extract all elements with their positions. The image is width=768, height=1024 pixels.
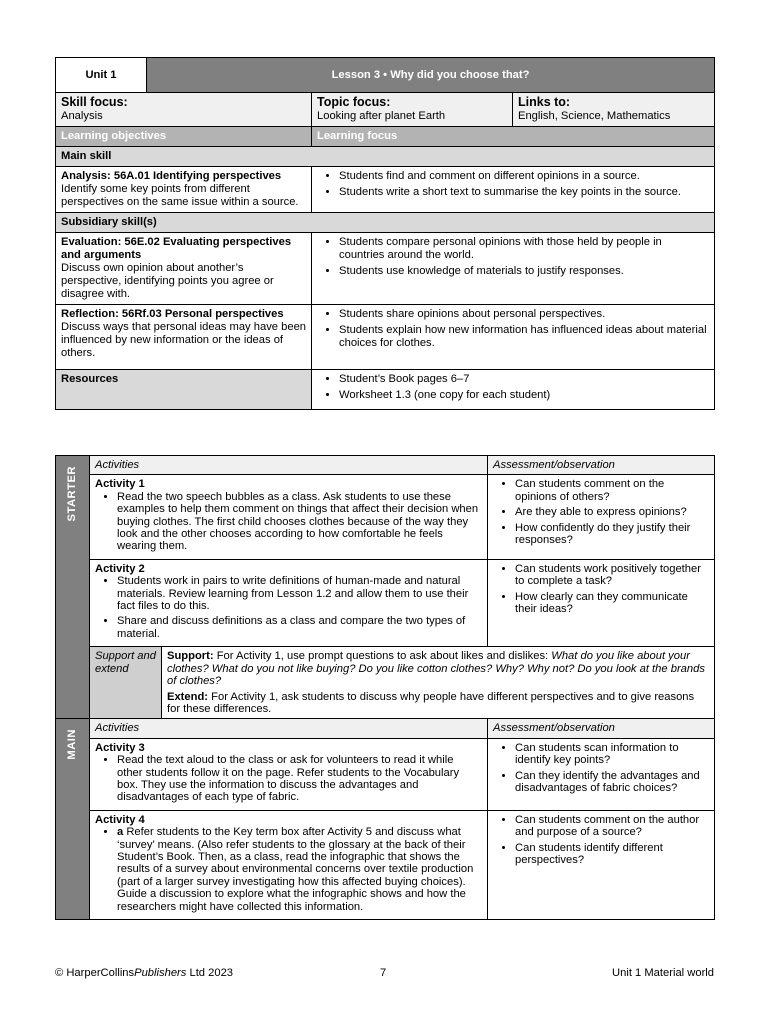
evaluation-focus [312,233,715,305]
main-skill-title: Analysis: 56A.01 Identifying perspectives [61,170,282,182]
main-activities-header: Activities [90,719,488,738]
activity-1-title: Activity 1 [95,478,145,491]
footer-copyright: © HarperCollinsPublishers Ltd 2023 [55,967,234,979]
page-number: 7 [380,967,387,979]
activity-3-assessment [488,738,715,810]
activity-3 [90,738,488,810]
activity-1-assessment [488,475,715,559]
topic-focus-cell [312,93,513,127]
learning-focus-header: Learning focus [312,127,715,147]
main-side-label: MAIN [56,719,90,920]
list-item: • How confidently do they justify their responses? [515,522,709,547]
reflection-objective [56,305,312,370]
extend-text: For Activity 1, ask students to discuss why people have different perspectives and to give reasons for these differences. [167,690,695,715]
activity-4-title: Activity 4 [95,813,145,826]
list-item: • Students write a short text to summarise the key points in the source. [339,186,709,199]
resources-header: Resources [56,370,312,410]
list-item: • Students explain how new information has influenced ideas about material choices for clothes. [339,324,709,350]
activity-4 [90,810,488,919]
main-skill-desc: Identify some key points from different perspectives on the same issue within a source. [61,183,299,208]
skill-focus-cell [56,93,312,127]
evaluation-objective [56,233,312,305]
list-item: • Students work in pairs to write definitions of human-made and natural materials. Review learning from Lesson 1.2 and allow them to use their fact files to do this. [117,575,482,612]
extend-label: Extend: [167,690,209,703]
list-item: • Are they able to express opinions? [515,506,709,518]
list-item: • Read the two speech bubbles as a class. Ask students to use these examples to help them comment on things that affect their decision when buying clothes. The first child chooses clothes because of the way they look and the other chooses according to how comfortable he feels wearing them. [117,491,482,553]
list-item: • Can students comment on the author and purpose of a source? [515,814,709,839]
footer-unit-title: Unit 1 Material world [612,967,714,979]
list-item: • Can students scan information to identify key points? [515,742,709,767]
support-questions: What do you like about your clothes? What do you not like buying? Do you like cotton clothes? Why? Why not? Do you look at the brands of clothes? [167,650,705,688]
lesson-title: Lesson 3 • Why did you choose that? [147,58,715,93]
topic-focus-label: Topic focus: [317,95,391,109]
links-value: English, Science, Mathematics [518,110,671,122]
topic-focus-value: Looking after planet Earth [317,110,446,122]
list-item [117,826,482,913]
unit-label: Unit 1 [56,58,147,93]
list-item: • Students share opinions about personal perspectives. [339,308,709,321]
evaluation-title: Evaluation: 56E.02 Evaluating perspectives and arguments [61,236,292,261]
main-skill-focus [312,167,715,213]
starter-assessment-header: Assessment/observation [488,456,715,475]
support-text: For Activity 1, use prompt questions to ask about likes and dislikes: [216,650,549,663]
links-label: Links to: [518,95,571,109]
main-skill-header: Main skill [56,147,715,167]
starter-activities-header: Activities [90,456,488,475]
list-item: • Students find and comment on different opinions in a source. [339,170,709,183]
support-extend-content [162,647,715,719]
list-item: • Can they identify the advantages and disadvantages of fabric choices? [515,770,709,795]
reflection-focus [312,305,715,370]
list-item: • Can students work positively together to complete a task? [515,563,709,588]
activity-4-letter: a [117,826,124,839]
links-cell [513,93,715,127]
reflection-title: Reflection: 56Rf.03 Personal perspectives [61,308,284,320]
list-item: • Students compare personal opinions with those held by people in countries around the world. [339,236,709,262]
list-item: • Can students comment on the opinions of others? [515,478,709,503]
list-item: • Can students identify different perspectives? [515,842,709,867]
activity-4-text: Refer students to the Key term box after Activity 5 and discuss what ‘survey’ means. (Also refer students to the glossary at the back of their Student’s Book. Then, as a class, read the infographic that shows the results of a survey about environmental concerns over textile production (part of a larger survey investigating how this affected buying choices). Guide a discussion to explore what the infographic shows and how the researchers might have collected this information. [117,826,474,913]
support-extend-label: Support and extend [90,647,162,719]
starter-side-label: STARTER [56,456,90,719]
support-label: Support: [167,650,214,663]
resources-list [312,370,715,410]
skill-focus-label: Skill focus: [61,95,128,109]
main-assessment-header: Assessment/observation [488,719,715,738]
list-item: • Share and discuss definitions as a class and compare the two types of material. [117,615,482,640]
activity-2-assessment [488,559,715,646]
list-item: • Read the text aloud to the class or ask for volunteers to read it while other students follow it on the page. Refer students to the Vocabulary box. They use the information to discuss the advantages and disadvantages of each type of fabric. [117,754,482,804]
activity-4-assessment [488,810,715,919]
reflection-desc: Discuss ways that personal ideas may have been influenced by new information or the ideas of others. [61,321,307,359]
main-skill-bullets [317,170,709,199]
activity-2 [90,559,488,646]
list-item: • Worksheet 1.3 (one copy for each student) [339,389,709,402]
main-skill-objective [56,167,312,213]
activities-table [55,455,715,920]
evaluation-desc: Discuss own opinion about another’s perspective, identifying points you agree or disagree with. [61,262,274,300]
list-item: • Student’s Book pages 6–7 [339,373,709,386]
activity-3-title: Activity 3 [95,741,145,754]
lesson-overview-table [55,57,715,410]
subsidiary-skills-header: Subsidiary skill(s) [56,213,715,233]
activity-2-title: Activity 2 [95,562,145,575]
list-item: • How clearly can they communicate their ideas? [515,591,709,616]
learning-objectives-header: Learning objectives [56,127,312,147]
list-item: • Students use knowledge of materials to justify responses. [339,265,709,278]
activity-1 [90,475,488,559]
skill-focus-value: Analysis [61,110,103,122]
